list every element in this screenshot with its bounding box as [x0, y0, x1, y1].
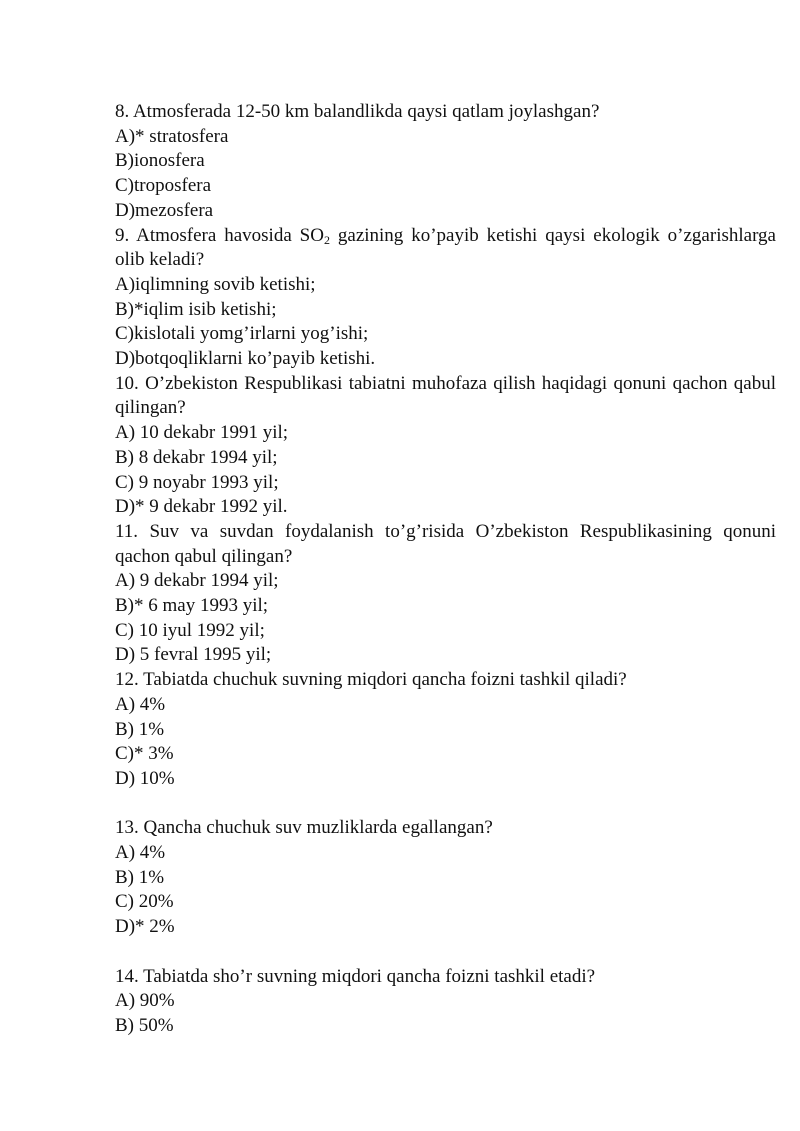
question-text: 14. Tabiatda sho’r suvning miqdori qancha foizni tashkil etadi? — [115, 965, 596, 987]
option-b: B) 50% — [115, 1014, 174, 1036]
question-text-before: 9. Atmosfera havosida SO — [115, 224, 324, 246]
question-text: 12. Tabiatda chuchuk suvning miqdori qancha foizni tashkil qiladi? — [115, 669, 627, 691]
question-12 — [115, 668, 776, 792]
question-text: 13. Qancha chuchuk suv muzliklarda egallangan? — [115, 817, 493, 839]
option-d: D) 10% — [115, 767, 175, 789]
option-a: A) 4% — [115, 693, 166, 715]
question-text — [115, 224, 776, 273]
option-c: C) 9 noyabr 1993 yil; — [115, 471, 279, 493]
option-a: A)iqlimning sovib ketishi; — [115, 273, 316, 295]
option-c: C)troposfera — [115, 175, 212, 197]
question-14 — [115, 965, 776, 1039]
question-10 — [115, 372, 776, 520]
option-a: A) 90% — [115, 990, 175, 1012]
option-a: A) 10 dekabr 1991 yil; — [115, 422, 289, 444]
option-d: D) 5 fevral 1995 yil; — [115, 644, 272, 666]
option-d: D)mezosfera — [115, 199, 214, 221]
question-13 — [115, 816, 776, 940]
option-b: B)ionosfera — [115, 150, 205, 172]
option-a: A) 9 dekabr 1994 yil; — [115, 570, 279, 592]
question-text: 8. Atmosferada 12-50 km balandlikda qaysi qatlam joylashgan? — [115, 101, 600, 122]
question-text-after: gazining ko’payib ketishi qaysi ekologik o’zgarishlarga olib keladi? — [115, 224, 776, 271]
document-page — [115, 100, 776, 1039]
option-a: A)* stratosfera — [115, 125, 229, 147]
question-11 — [115, 520, 776, 668]
option-d: D)botqoqliklarni ko’payib ketishi. — [115, 348, 376, 370]
option-c: C) 20% — [115, 891, 174, 913]
option-b: B) 8 dekabr 1994 yil; — [115, 446, 278, 468]
option-b: B) 1% — [115, 718, 165, 740]
option-d: D)* 9 dekabr 1992 yil. — [115, 496, 288, 518]
question-8 — [115, 100, 776, 224]
question-9 — [115, 224, 776, 372]
option-c: C)* 3% — [115, 743, 174, 765]
option-c: C)kislotali yomg’irlarni yog’ishi; — [115, 323, 369, 345]
blank-line — [115, 792, 776, 817]
option-b: B)* 6 may 1993 yil; — [115, 595, 269, 617]
option-b: B)*iqlim isib ketishi; — [115, 298, 277, 320]
option-a: A) 4% — [115, 842, 166, 864]
question-text: 11. Suv va suvdan foydalanish to’g’risida O’zbekiston Respublikasining qonuni qachon qabul qilingan? — [115, 520, 776, 567]
option-b: B) 1% — [115, 866, 165, 888]
option-d: D)* 2% — [115, 916, 175, 938]
subscript: 2 — [323, 232, 330, 247]
blank-line — [115, 940, 776, 965]
question-text: 10. O’zbekiston Respublikasi tabiatni muhofaza qilish haqidagi qonuni qachon qabul qilingan? — [115, 372, 776, 419]
option-c: C) 10 iyul 1992 yil; — [115, 619, 265, 641]
